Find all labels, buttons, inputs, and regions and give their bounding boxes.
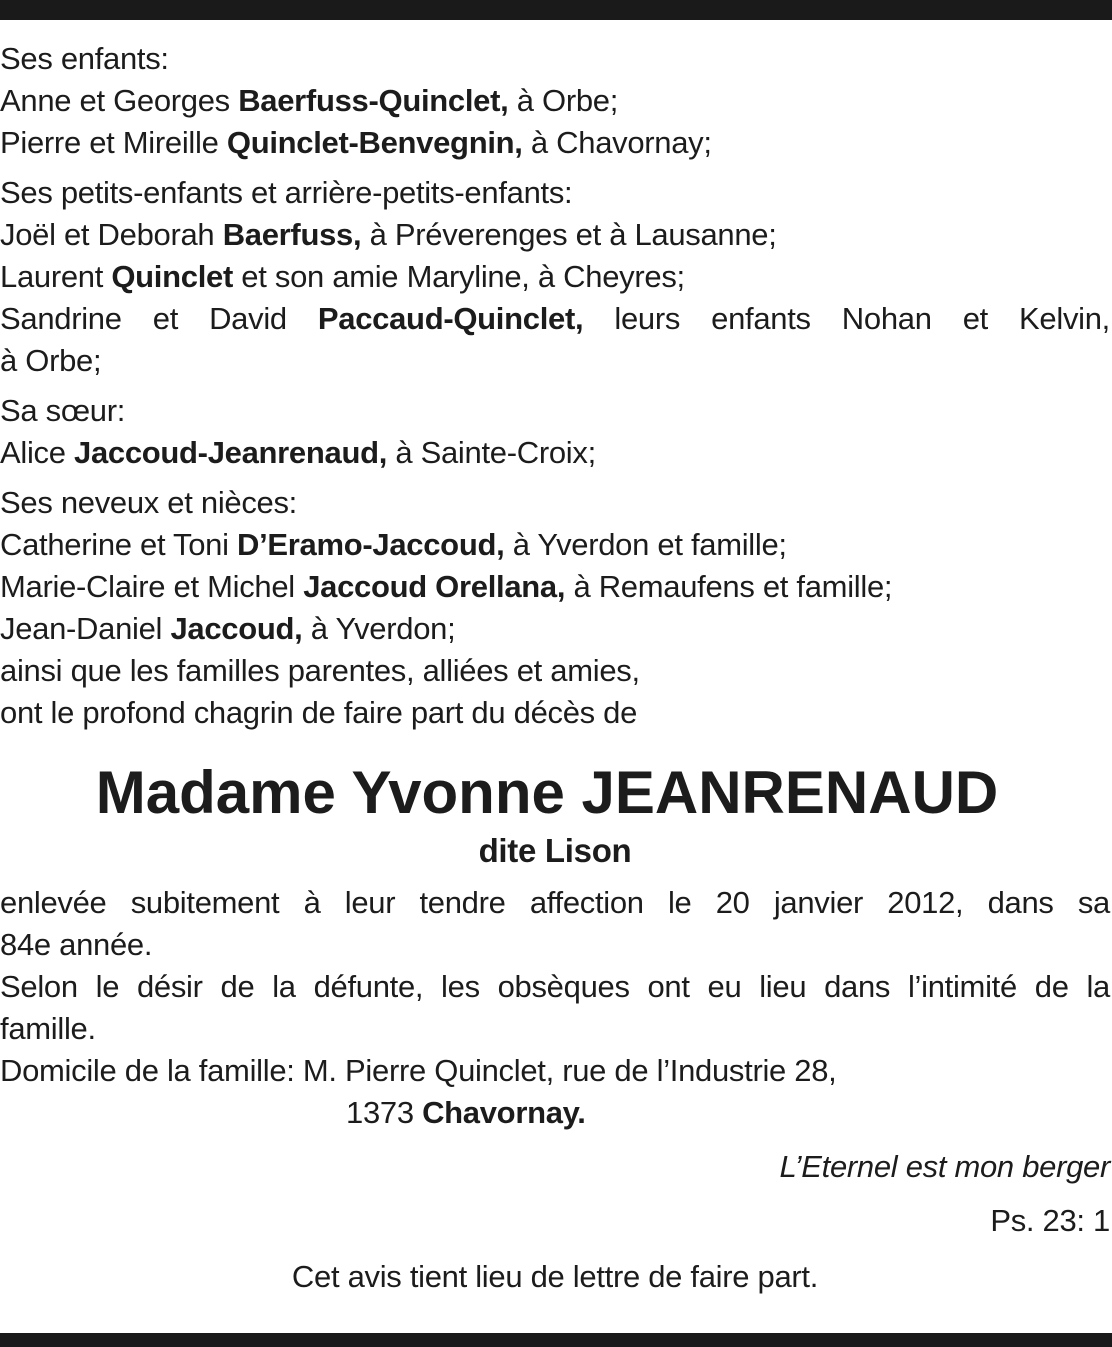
announcement-line: ont le profond chagrin de faire part du décès de bbox=[0, 695, 638, 730]
family-line: Catherine et Toni D’Eramo-Jaccoud, à Yverdon et famille; bbox=[0, 527, 787, 562]
grandchildren-heading: Ses petits-enfants et arrière-petits-enfants: bbox=[0, 175, 573, 210]
children-section bbox=[0, 38, 1110, 164]
address-line: Domicile de la famille: M. Pierre Quinclet, rue de l’Industrie 28, bbox=[0, 1053, 837, 1088]
family-line: Sandrine et David Paccaud-Quinclet, leurs enfants Nohan et Kelvin, bbox=[0, 301, 1110, 336]
bottom-rule bbox=[0, 1333, 1112, 1347]
family-line: Jean-Daniel Jaccoud, à Yverdon; bbox=[0, 611, 456, 646]
deceased-alias: dite Lison bbox=[478, 832, 632, 869]
funeral-line: Selon le désir de la défunte, les obsèques ont eu lieu dans l’intimité de la bbox=[0, 969, 1110, 1004]
children-heading: Ses enfants: bbox=[0, 41, 169, 76]
bible-verse: L’Eternel est mon berger bbox=[779, 1149, 1110, 1184]
funeral-line-continuation: famille. bbox=[0, 1011, 96, 1046]
sister-section bbox=[0, 390, 1110, 474]
relatives-line: ainsi que les familles parentes, alliées et amies, bbox=[0, 653, 640, 688]
top-rule bbox=[0, 0, 1112, 20]
closing-note: Cet avis tient lieu de lettre de faire part. bbox=[291, 1259, 819, 1294]
family-line: Alice Jaccoud-Jeanrenaud, à Sainte-Croix; bbox=[0, 435, 596, 470]
grandchildren-section bbox=[0, 172, 1110, 382]
family-line: Joël et Deborah Baerfuss, à Préverenges et à Lausanne; bbox=[0, 217, 777, 252]
address-city-line: 1373 Chavornay. bbox=[346, 1095, 586, 1130]
death-line-continuation: 84e année. bbox=[0, 927, 153, 962]
deceased-name: Madame Yvonne JEANRENAUD bbox=[95, 759, 999, 826]
nephews-heading: Ses neveux et nièces: bbox=[0, 485, 297, 520]
family-line: Laurent Quinclet et son amie Maryline, à Cheyres; bbox=[0, 259, 685, 294]
details-section bbox=[0, 882, 1110, 1134]
verse-reference: Ps. 23: 1 bbox=[990, 1203, 1110, 1238]
family-line: Marie-Claire et Michel Jaccoud Orellana, à Remaufens et famille; bbox=[0, 569, 893, 604]
obituary-notice bbox=[0, 38, 1110, 1298]
nephews-section bbox=[0, 482, 1110, 734]
family-line: Anne et Georges Baerfuss-Quinclet, à Orbe; bbox=[0, 83, 619, 118]
death-line: enlevée subitement à leur tendre affection le 20 janvier 2012, dans sa bbox=[0, 885, 1110, 920]
family-line: Pierre et Mireille Quinclet-Benvegnin, à Chavornay; bbox=[0, 125, 712, 160]
family-line-continuation: à Orbe; bbox=[0, 343, 102, 378]
sister-heading: Sa sœur: bbox=[0, 393, 126, 428]
